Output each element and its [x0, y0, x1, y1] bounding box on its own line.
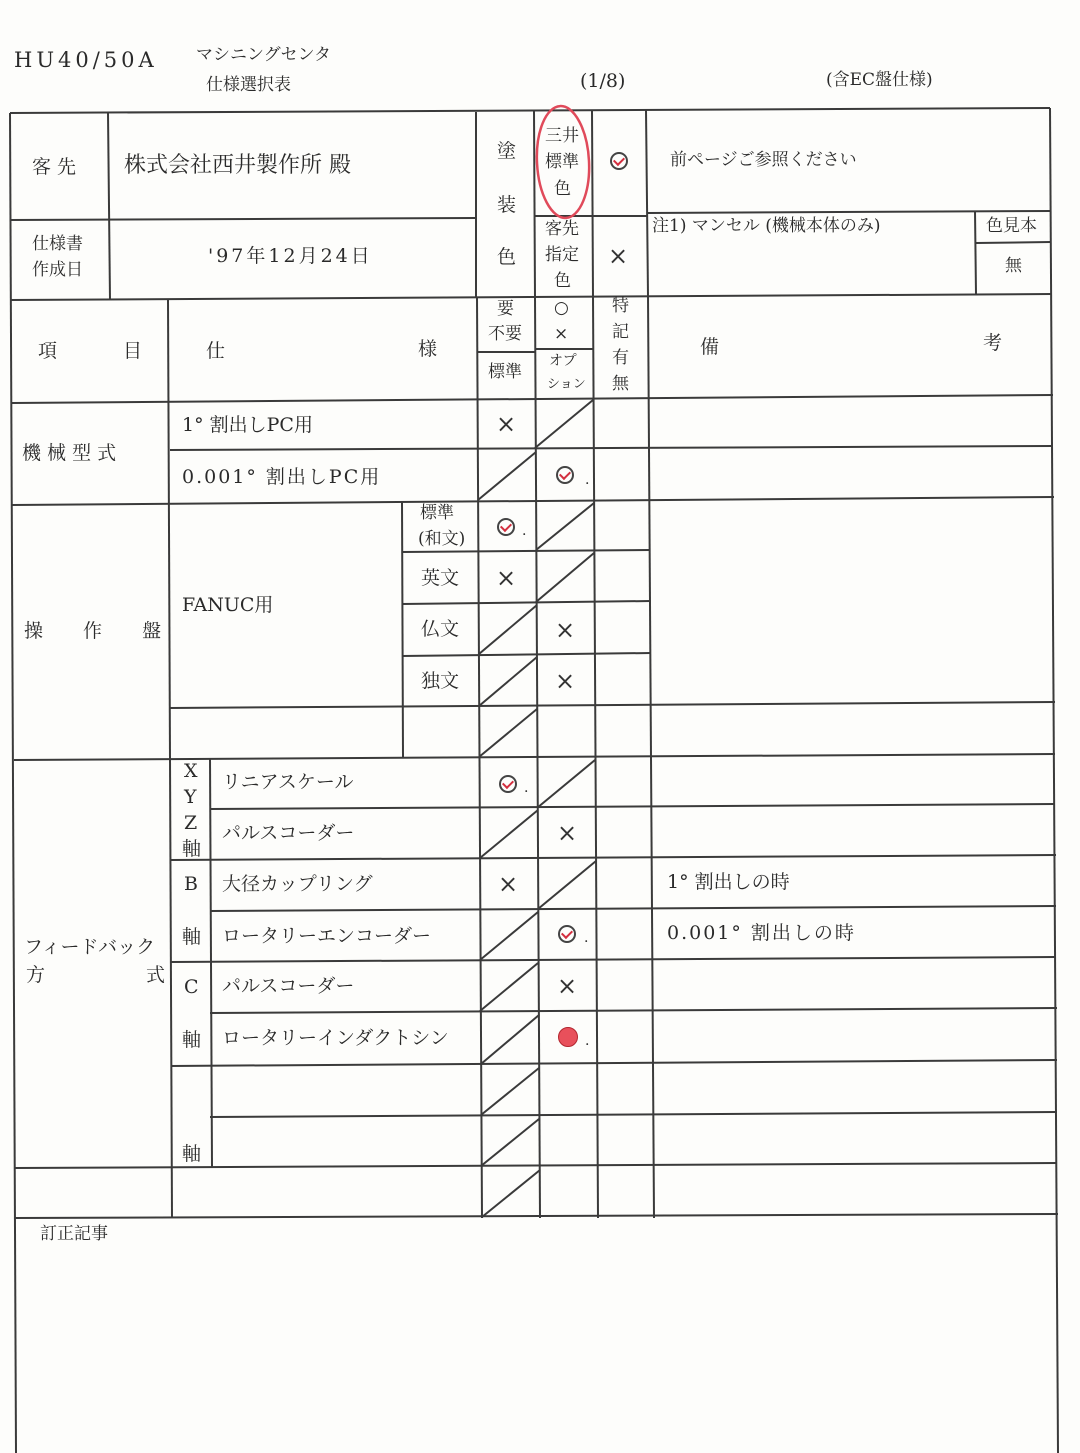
- xyz-x: X: [184, 760, 198, 782]
- col-spec-2: 様: [418, 338, 438, 360]
- correction-label: 訂正記事: [40, 1224, 108, 1244]
- rotary-encoder-note: 0.001° 割出しの時: [667, 922, 856, 944]
- paint-custom-mark: ×: [608, 242, 629, 270]
- machine-type-spec-1: 1° 割出しPC用: [182, 414, 313, 436]
- col-required-1: 要: [497, 299, 514, 319]
- panel-std-1: 標準: [420, 503, 454, 523]
- panel-german-mark: ×: [555, 667, 576, 695]
- pulse-coder: パルスコーダー: [222, 822, 355, 844]
- rotary-encoder-check-icon: [558, 925, 576, 943]
- pulse-coder-mark: ×: [557, 819, 578, 847]
- col-remarks-1: 備: [700, 336, 720, 358]
- paint-standard-1: 三井: [545, 126, 579, 146]
- doc-title: 仕様選択表: [206, 75, 291, 95]
- c-axis-letter: C: [184, 976, 199, 998]
- paint-standard-check-icon: [610, 152, 628, 170]
- period-mark: .: [585, 1033, 590, 1049]
- created-label-1: 仕様書: [32, 234, 83, 254]
- panel-german: 独文: [421, 670, 460, 692]
- header-note: (含EC盤仕様): [826, 70, 933, 90]
- xyz-axis: 軸: [182, 838, 202, 860]
- period-mark: .: [522, 523, 527, 539]
- linear-scale-check-icon: [499, 775, 517, 793]
- machine-type-label: 機 械 型 式: [22, 442, 117, 464]
- col-special-2: 記: [612, 322, 629, 342]
- swatch-label: 色見本: [986, 216, 1037, 236]
- col-circle: ○: [554, 298, 569, 318]
- col-remarks-2: 考: [983, 332, 1003, 354]
- col-special-1: 特: [612, 296, 629, 316]
- machine-type-check-icon: [556, 466, 574, 484]
- panel-english-mark: ×: [496, 564, 517, 592]
- swatch-value: 無: [1005, 256, 1022, 276]
- inductosyn-filled-mark-icon: [558, 1027, 578, 1047]
- col-cross: ×: [554, 324, 569, 344]
- col-option-2: ション: [547, 377, 586, 392]
- paint-label-2: 装: [497, 194, 517, 216]
- panel-french-mark: ×: [555, 616, 576, 644]
- coupling: 大径カップリング: [222, 873, 373, 895]
- customer-value: 株式会社西井製作所 殿: [124, 153, 351, 178]
- inductosyn: ロータリーインダクトシン: [222, 1027, 449, 1049]
- machine-type-spec-2: 0.001° 割出しPC用: [182, 466, 382, 488]
- blank-axis-label: 軸: [182, 1143, 202, 1165]
- panel-english: 英文: [421, 567, 460, 589]
- rotary-encoder: ロータリーエンコーダー: [222, 925, 432, 947]
- panel-std-2: (和文): [418, 529, 466, 549]
- panel-label: 操 作 盤: [24, 620, 162, 642]
- feedback-label-2: 方: [26, 964, 46, 986]
- c-pulse-coder: パルスコーダー: [222, 975, 355, 997]
- period-mark: .: [585, 472, 590, 488]
- created-date: '97年12月24日: [208, 245, 373, 267]
- page-number: (1/8): [580, 70, 626, 92]
- paint-label-3: 色: [497, 246, 517, 268]
- paint-custom-note: 注1) マンセル (機械本体のみ): [652, 216, 881, 236]
- xyz-z: Z: [184, 812, 198, 834]
- col-item: 項 目: [38, 340, 143, 362]
- paint-custom-2: 指定: [545, 245, 579, 265]
- col-option-1: オプ: [549, 353, 577, 369]
- machine-type-mark-1: ×: [496, 410, 517, 438]
- model-number: HU40/50A: [14, 48, 158, 72]
- col-standard: 標準: [488, 362, 522, 382]
- feedback-label-1: フィードバック: [24, 936, 156, 958]
- col-special-3: 有: [612, 348, 629, 368]
- col-required-2: 不要: [488, 324, 522, 344]
- coupling-note: 1° 割出しの時: [667, 871, 790, 893]
- created-label-2: 作成日: [32, 260, 83, 280]
- paint-standard-2: 標準: [545, 152, 579, 172]
- paint-standard-3: 色: [554, 179, 571, 199]
- paint-custom-1: 客先: [545, 219, 579, 239]
- c-axis-label: 軸: [182, 1029, 202, 1051]
- machine-type: マシニングセンタ: [196, 45, 331, 65]
- panel-french: 仏文: [421, 618, 460, 640]
- c-pulse-coder-mark: ×: [557, 972, 578, 1000]
- col-spec-1: 仕: [206, 340, 226, 362]
- feedback-label-3: 式: [146, 964, 166, 986]
- period-mark: .: [584, 930, 589, 946]
- linear-scale: リニアスケール: [222, 771, 354, 793]
- panel-sub-label: FANUC用: [182, 594, 274, 616]
- paint-label-1: 塗: [497, 140, 517, 162]
- customer-label: 客 先: [32, 156, 77, 178]
- panel-std-check-icon: [497, 518, 515, 536]
- b-axis-label: 軸: [182, 926, 202, 948]
- period-mark: .: [524, 780, 529, 796]
- coupling-mark: ×: [498, 870, 519, 898]
- col-special-4: 無: [612, 374, 629, 394]
- b-axis-letter: B: [184, 873, 198, 895]
- paint-custom-3: 色: [554, 271, 571, 291]
- paint-standard-note: 前ページご参照ください: [670, 150, 857, 170]
- xyz-y: Y: [184, 786, 197, 808]
